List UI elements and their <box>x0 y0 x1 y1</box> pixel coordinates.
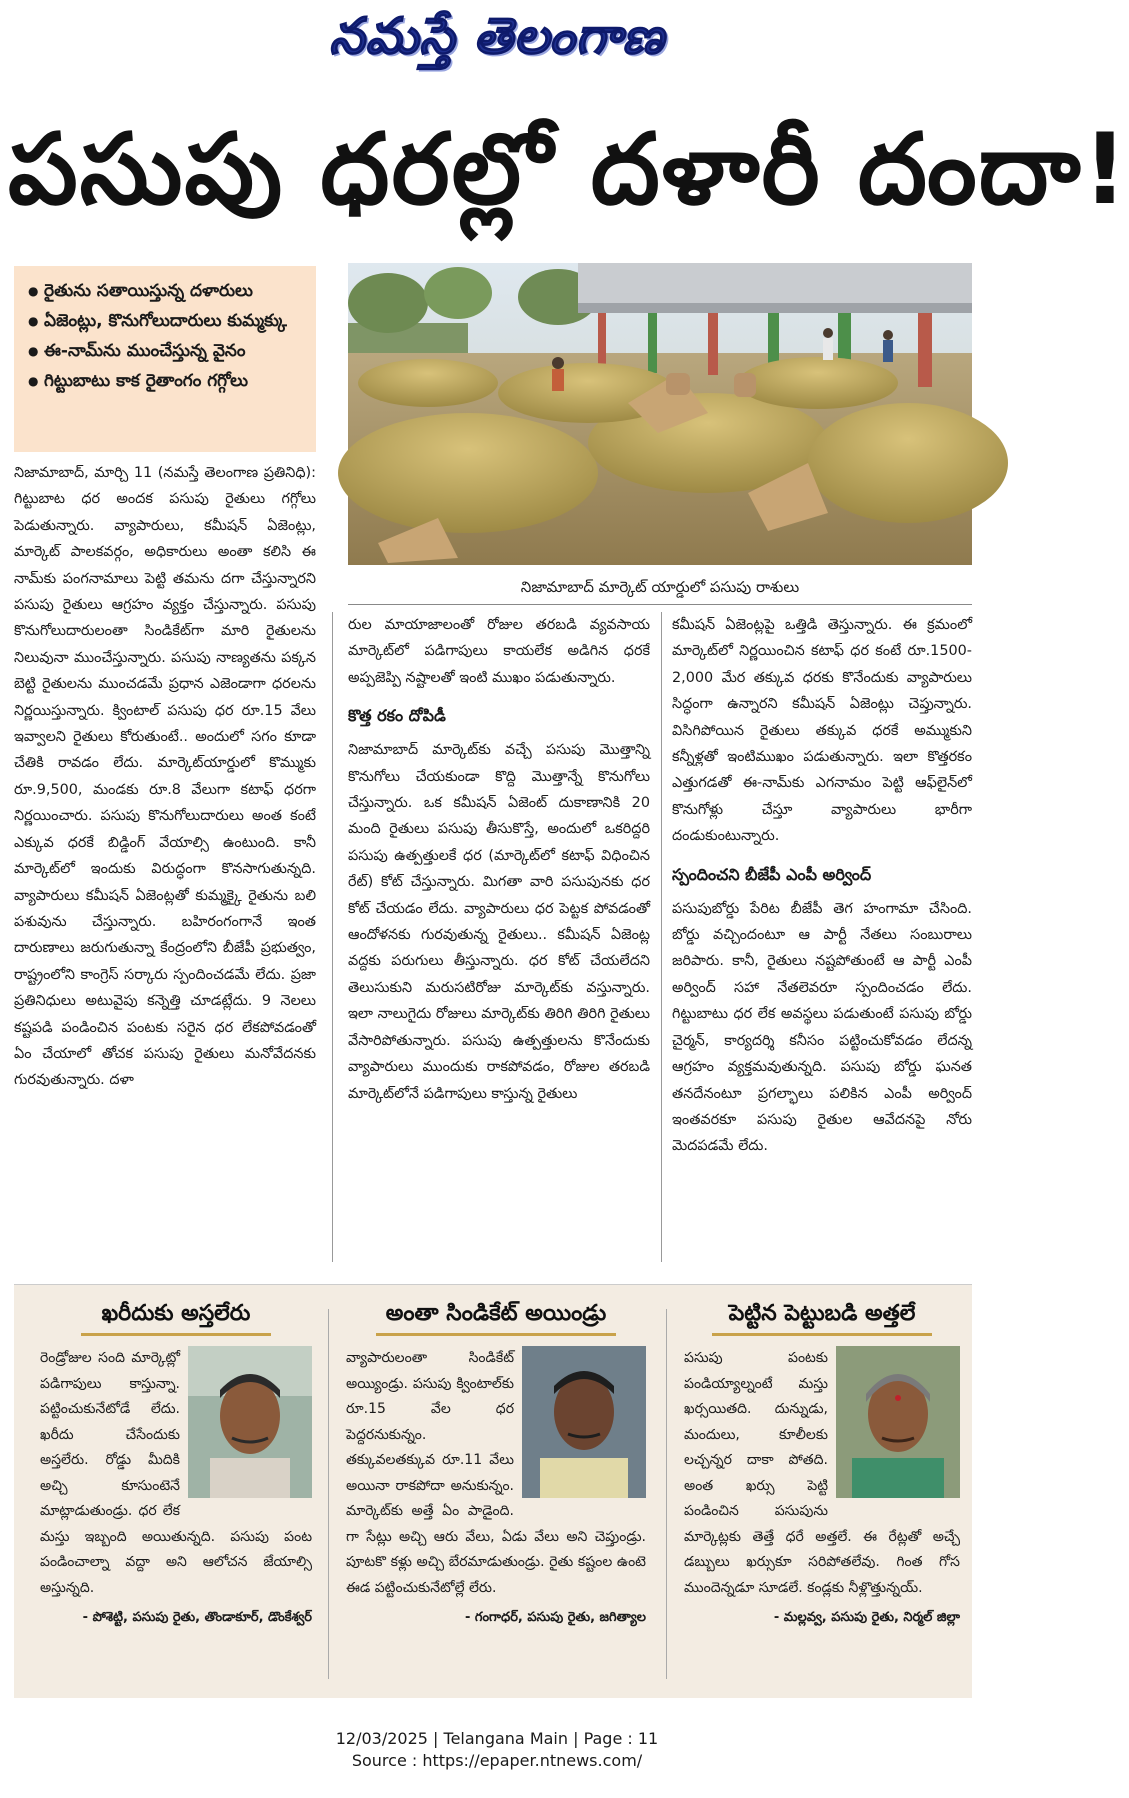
title-underline <box>81 1333 271 1336</box>
quote-box <box>684 1297 960 1693</box>
title-underline <box>712 1333 932 1336</box>
page-footer <box>0 1728 994 1772</box>
article-paragraph: రుల మాయాజాలంతో రోజుల తరబడి వ్యవసాయ మార్కెట్‌లో పడిగాపులు కాయలేక అడిగిన ధరకే అప్పజెప్పి నష్టాలతో ఇంటి ముఖం పడుతున్నారు. <box>348 617 650 686</box>
farmer-portrait-photo <box>836 1346 960 1498</box>
highlight-item: ● గిట్టుబాటు కాక రైతాంగం గగ్గోలు <box>28 366 306 396</box>
quote-signature: - పోశెట్టి, పసుపు రైతు, తొండాకూర్, డొంకేశ్వర్ <box>82 1610 312 1625</box>
article-paragraph: నిజామాబాద్ మార్కెట్‌కు వచ్చే పసుపు మొత్తాన్ని కొనుగోలు చేయకుండా కొద్ది మొత్తాన్నే కొనుగోలు చేస్తున్నారు. ఒక కమీషన్ ఏజెంట్ దుకాణానికి 20 మంది రైతులు పసుపు తీసుకొస్తే, అందులో ఒకరిద్దరి పసుపు ఉత్పత్తులకే ధర (మార్కెట్‌లో కటాఫ్ విధించిన రేట్) కోట్ చేస్తున్నారు. మిగతా వారి పసుపునకు ధర కోట్ చేయడం లేదు. వ్యాపారులు ధర పెట్టక పోవడంతో ఆందోళనకు గురవుతున్న రైతులు.. కమీషన్ ఏజెంట్ల వద్దకు పరుగులు తీస్తున్నారు. ధర కోట్ చేయలేదని తెలుసుకుని మరుసటిరోజు మార్కెట్‌కు వస్తున్నారు. ఇలా నాలుగైదు రోజులు మార్కెట్‌కు తిరిగి తిరిగి రైతులు వేసారిపోతున్నారు. పసుపు ఉత్పత్తులను కొనేందుకు వ్యాపారులు ముందుకు రాకపోవడం, రోజుల తరబడి మార్కెట్‌లోనే పడిగాపులు కాస్తున్న రైతులు <box>348 742 650 1102</box>
market-yard-photo <box>348 263 972 565</box>
article-column-3 <box>672 612 972 1268</box>
caption-divider <box>348 604 972 605</box>
subheading: స్పందించని బీజేపీ ఎంపీ అర్వింద్ <box>672 864 872 884</box>
quote-signature: - గంగాధర్, పసుపు రైతు, జగిత్యాల <box>464 1610 646 1625</box>
masthead-logo-text: నమస్తే తెలంగాణ <box>329 6 665 65</box>
article-column-1 <box>14 460 316 1268</box>
highlight-item: ● ఈ-నామ్‌ను ముంచేస్తున్న వైనం <box>28 336 306 366</box>
quote-box <box>346 1297 646 1693</box>
edition-info: 12/03/2025 | Telangana Main | Page : 11 <box>335 1729 659 1748</box>
headline: పసుపు ధరల్లో దళారీ దందా! <box>8 113 1129 227</box>
quote-signature: - మల్లవ్వ, పసుపు రైతు, నిర్మల్ జిల్లా <box>773 1610 960 1625</box>
article-paragraph: పసుపుబోర్డు పేరిట బీజేపీ తెగ హంగామా చేసింది. బోర్డు వచ్చిందంటూ ఆ పార్టీ నేతలు సంబురాలు జరిపారు. కానీ, రైతులు నష్టపోతుంటే ఆ పార్టీ ఎంపీ అర్వింద్ సహా నేతలెవరూ స్పందించడం లేదు. గిట్టుబాటు ధర లేక అవస్థలు పడుతుంటే పసుపు బోర్డు చైర్మన్, కార్యదర్శి కనీసం పట్టించుకోవడం లేదన్న ఆగ్రహం వ్యక్తమవుతున్నది. పసుపు బోర్డు ఘనత తనదేనంటూ ప్రగల్భాలు పలికిన ఎంపీ అర్వింద్ ఇంతవరకూ పసుపు రైతుల ఆవేదనపై నోరు మెదపడమే లేదు. <box>672 900 972 1155</box>
column-divider <box>666 1309 667 1679</box>
farmer-quotes-panel <box>14 1284 972 1698</box>
quote-text: రెండ్రోజుల సంది మార్కెట్లో పడిగాపులు కాస్తున్నా. పట్టించుకునేటోడే లేదు. ఖరీదు చేసేందుకు అస్తలేరు. రోడ్డు మీదికి అచ్చి కూసుంటెనే మాట్లాడుతుండ్రు. ధర లేక మస్తు ఇబ్బంది అయితున్నది. పసుపు పంట పండించాల్నా వద్దా అని ఆలోచన జేయాల్సి అస్తున్నది. <box>40 1350 312 1596</box>
farmer-portrait-photo <box>188 1346 312 1498</box>
farmer-portrait-photo <box>522 1346 646 1498</box>
highlight-item: ● రైతును సతాయిస్తున్న దళారులు <box>28 276 306 306</box>
masthead <box>0 6 994 76</box>
quote-title: పెట్టిన పెట్టుబడి అత్తలే <box>728 1301 916 1326</box>
source-link[interactable]: Source : https://epaper.ntnews.com/ <box>351 1751 643 1770</box>
article-paragraph: కమీషన్ ఏజెంట్లపై ఒత్తిడి తెస్తున్నారు. ఈ క్రమంలో మార్కెట్‌లో నిర్ణయించిన కటాఫ్ ధర కంటే రూ.1500-2,000 మేర తక్కువ ధరకు కొనేందుకు వ్యాపారులు సిద్ధంగా ఉన్నారని కమీషన్ ఏజెంట్లు చెప్తున్నారు. విసిగిపోయిన రైతులు తక్కువ ధరకే అమ్ముకుని కన్నీళ్లతో ఇంటిముఖం పడుతున్నారు. ఇలా కొత్తరకం ఎత్తుగడతో ఈ-నామ్‌కు ఎగనామం పెట్టి ఆఫ్‌లైన్‌లో కొనుగోళ్లు చేస్తూ వ్యాపారులు భారీగా దండుకుంటున్నారు. <box>672 617 972 845</box>
column-divider <box>328 1309 329 1679</box>
article-column-2 <box>348 612 650 1268</box>
article-paragraph: నిజామాబాద్, మార్చి 11 (నమస్తే తెలంగాణ ప్రతినిధి): గిట్టుబాట ధర అందక పసుపు రైతులు గగ్గోలు పెడుతున్నారు. వ్యాపారులు, కమీషన్ ఏజెంట్లు, మార్కెట్ పాలకవర్గం, అధికారులు అంతా కలిసి ఈ నామ్‌కు పంగనామాలు పెట్టి తమను దగా చేస్తున్నారని పసుపు రైతులు ఆగ్రహం వ్యక్తం చేస్తున్నారు. పసుపు కొనుగోలుదారులంతా సిండికేట్‌గా మారి రైతులను నిలువునా ముంచేస్తున్నారు. పసుపు నాణ్యతను పక్కన బెట్టి రైతులను ముంచడమే ప్రధాన ఎజెండాగా ధరలను నిర్ణయిస్తున్నారు. క్వింటాల్ పసుపు ధర రూ.15 వేలు ఇవ్వాలని రైతులు కోరుతుంటే.. అందులో సగం కూడా చేతికి రావడం లేదు. మార్కెట్‌యార్డులో కొమ్ముకు రూ.9,500, మండకు రూ.8 వేలుగా కటాఫ్ ధరగా నిర్ణయించారు. పసుపు కొనుగోలుదారులు అంత కంటే ఎక్కువ ధరకే బిడ్డింగ్ వేయాల్సి ఉంటుంది. కానీ మార్కెట్‌లో ఇందుకు విరుద్ధంగా కొనసాగుతున్నది. వ్యాపారులు కమీషన్ ఏజెంట్లతో కుమ్మక్కై రైతును బలి పశువును చేస్తున్నారు. బహిరంగంగానే ఇంత దారుణాలు జరుగుతున్నా కేంద్రంలోని బీజేపీ ప్రభుత్వం, రాష్ట్రంలోని కాంగ్రెస్ సర్కారు స్పందించడమే లేదు. ప్రజా ప్రతినిధులు అటువైపు కన్నెత్తి చూడట్లేదు. 9 నెలలు కష్టపడి పండించిన పంటకు సరైన ధర లేకపోవడంతో ఏం చేయాలో తోచక పసుపు రైతులు మనోవేదనకు గురవుతున్నారు. దళా <box>14 465 316 1089</box>
quote-title: ఖరీదుకు అస్తలేరు <box>101 1301 251 1326</box>
quote-title: అంతా సిండికేట్ అయిండ్రు <box>385 1301 607 1326</box>
photo-caption: నిజామాబాద్ మార్కెట్ యార్డులో పసుపు రాశులు <box>520 578 800 596</box>
subheading: కొత్త రకం దోపిడీ <box>348 706 446 726</box>
column-divider <box>332 612 333 1262</box>
quote-box <box>40 1297 312 1693</box>
highlight-item: ● ఏజెంట్లు, కొనుగోలుదారులు కుమ్మక్కు <box>28 306 306 336</box>
quote-text: వ్యాపారులంతా సిండికేట్ అయ్యిండ్రు. పసుపు క్వింటాల్‌కు రూ.15 వేల ధర పెద్దరనుకున్నం. తక్కువలతక్కువ రూ.11 వేలు అయినా రాకపోదా అనుకున్నం. మార్కెట్‌కు అత్తే ఏం పాడైంది. గా సేట్లు అచ్చి ఆరు వేలు, ఏడు వేలు అని చెప్తుండ్రు. పూటకొ కళ్లు అచ్చి బేరమాడుతుండ్రు. రైతు కష్టంల ఉంటె ఈడ పట్టించుకునేటోల్లే లేరు. <box>346 1350 646 1596</box>
title-underline <box>376 1333 616 1336</box>
column-divider <box>661 612 662 1262</box>
highlights-box <box>14 266 316 452</box>
quote-text: పసుపు పంటకు పండియ్యాల్నంటే మస్తు ఖర్సయితది. దున్నుడు, మందులు, కూలీలకు లచ్చన్నర దాకా పోతది. అంత ఖర్సు పెట్టి పండించిన పసుపును మార్కెట్లకు తెత్తే ధరే అత్తలే. ఈ రేట్లతో అచ్చే డబ్బులు ఖర్సుకూ సరిపోతలేవు. గింత గోస ముందెన్నడూ సూడలే. కండ్లకు నీళ్లొత్తున్నయ్. <box>684 1350 960 1596</box>
